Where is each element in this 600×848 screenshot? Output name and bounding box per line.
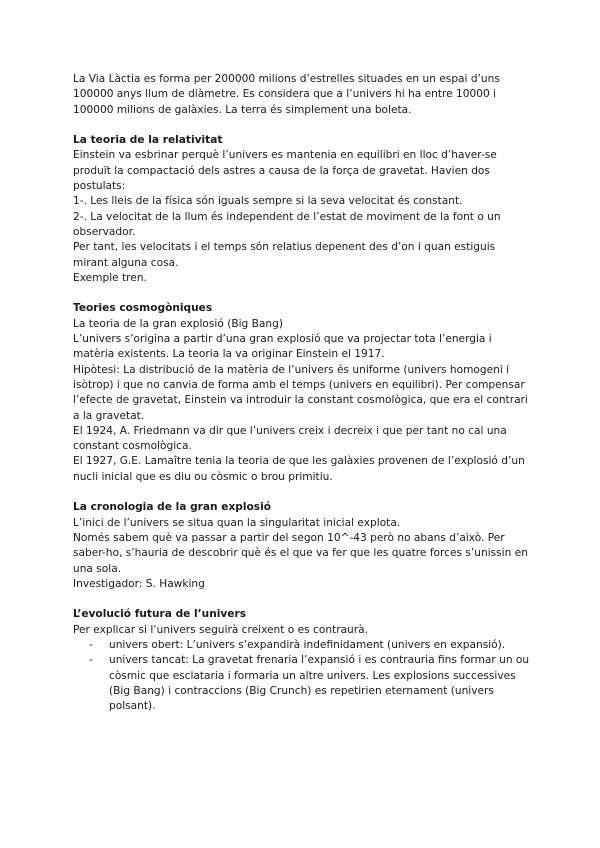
paragraph: Hipòtesi: La distribució de la matèria de l’univers és uniforme (univers homogeni i isòtrop) i que no canvia de forma amb el temps (univers en equilibri). Per compensar l’efecte de gravetat, Einstein va introduir la constant cosmològica, que era el contrari a la gravetat. [73,363,528,422]
section-future-evolution [73,607,533,714]
paragraph: Només sabem què va passar a partir del segon 10^-43 però no abans d’això. Per saber-ho, s’hauria de descobrir què és el que va fer que les quatre forces s’unissin en una sola. [73,531,528,575]
dash-bullet: - [89,638,93,651]
spacer [73,592,533,607]
intro-paragraph: La Via Làctia es forma per 200000 milions d’estrelles situades en un espai d’uns 100000 anys llum de diàmetre. Es considera que a l’univers hi ha entre 10000 i 100000 milions de galàxies. La terra és simplement una boleta. [73,73,500,116]
section-heading: La teoria de la relativitat [73,134,223,147]
dash-list [73,638,533,714]
section-heading: Teories cosmogòniques [73,302,213,315]
paragraph: L’univers s’origina a partir d’una gran explosió que va projectar tota l’energia i matèria existents. La teoria la va originar Einstein el 1917. [73,333,492,361]
section-cosmogonic-theories [73,301,533,485]
section-chronology [73,500,533,592]
list-item [89,653,533,714]
list-item [89,638,533,653]
spacer [73,118,533,133]
paragraph: El 1927, G.E. Lamaître tenia la teoria de que les galàxies provenen de l’explosió d’un nucli inicial que es diu ou còsmic o brou primitiu. [73,455,525,483]
paragraph: Einstein va esbrinar perquè l’univers es mantenia en equilibri en lloc d’haver-se produït la compactació dels astres a causa de la força de gravetat. Havien dos postulats: [73,149,497,193]
paragraph: Investigador: S. Hawking [73,577,205,590]
dash-bullet: - [89,654,93,667]
list-item-text: univers obert: L’univers s’expandirà indefinidament (univers en expansió). [109,638,506,651]
section-heading: L’evolució futura de l’univers [73,608,247,621]
document-body [73,72,533,714]
spacer [73,286,533,301]
paragraph: El 1924, A. Friedmann va dir que l’univers creix i decreix i que per tant no cal una constant cosmològica. [73,424,507,453]
section-heading: La cronologia de la gran explosió [73,501,271,514]
paragraph: Per explicar si l’univers seguirà creixent o es contraurà. [73,623,368,636]
section-relativity [73,133,533,286]
spacer [73,485,533,500]
paragraph: 1-. Les lleis de la física són iguals sempre si la seva velocitat és constant. [73,195,463,208]
paragraph: Exemple tren. [73,271,147,284]
list-item-text: univers tancat: La gravetat frenaria l’expansió i es contrauria fins formar un ou còsmic que esclataria i formaria un altre univers. Les explosions successives (Big Bang) i contraccions (Big Crunch) es repetirien eternament (univers polsant). [109,654,530,713]
paragraph: La teoria de la gran explosió (Big Bang) [73,317,283,330]
paragraph: 2-. La velocitat de la llum és independent de l’estat de moviment de la font o un observador. [73,210,501,238]
paragraph: L’inici de l’univers se situa quan la singularitat inicial explota. [73,516,401,529]
paragraph: Per tant, les velocitats i el temps són relatius depenent des d’on i quan estiguis mirant alguna cosa. [73,241,496,269]
